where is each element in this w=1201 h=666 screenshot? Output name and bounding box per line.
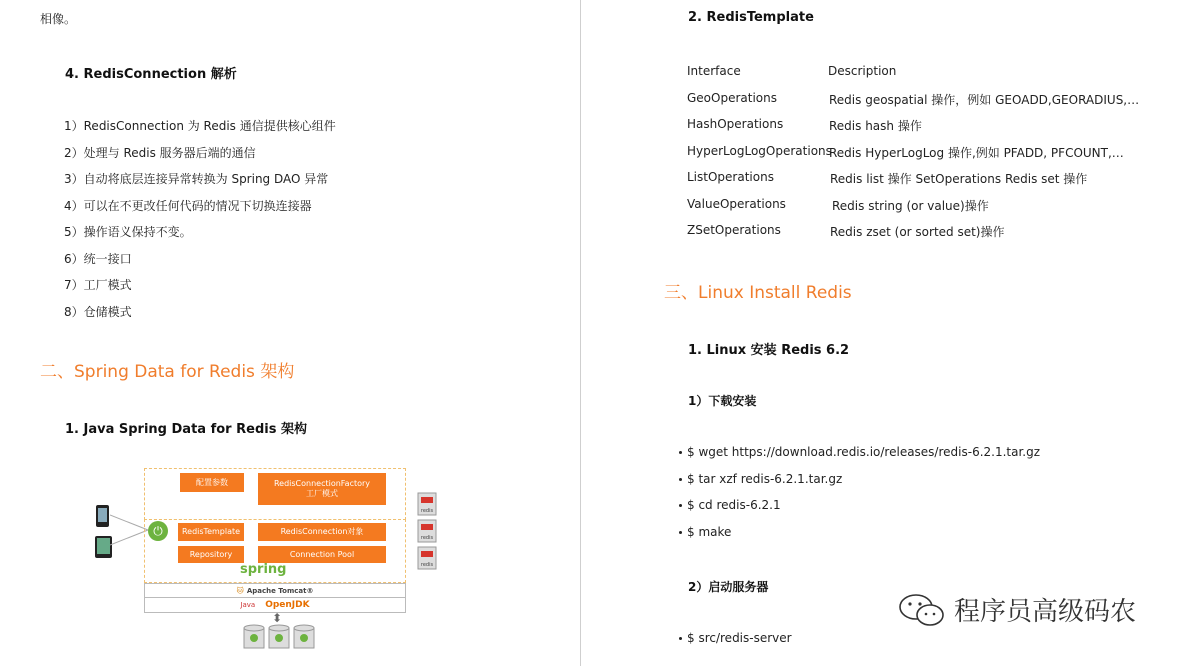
spring-power-icon: ⏻ xyxy=(148,521,168,541)
bullet-icon xyxy=(679,504,682,507)
table-cell-interface: HashOperations xyxy=(687,117,784,131)
redis-server-icon xyxy=(417,518,437,544)
download-title: 1）下载安装 xyxy=(688,394,757,408)
bullet-icon xyxy=(679,451,682,454)
command-item xyxy=(679,445,1040,459)
table-cell-description: Redis hash 操作 xyxy=(829,119,922,133)
table-header-description: Description xyxy=(828,64,897,78)
factory-name: RedisConnectionFactory xyxy=(273,479,371,489)
tomcat-layer xyxy=(144,583,406,598)
command-item xyxy=(679,472,842,486)
phone-icon xyxy=(96,505,109,527)
bullet-icon xyxy=(679,478,682,481)
table-cell-interface: ZSetOperations xyxy=(687,223,781,237)
table-cell-description: Redis list 操作 SetOperations Redis set 操作 xyxy=(830,172,1088,186)
table-cell-interface: ValueOperations xyxy=(687,197,786,211)
command-text: $ wget https://download.redis.io/releases/redis-6.2.1.tar.gz xyxy=(687,445,1041,459)
section-heading-install: 三、Linux Install Redis xyxy=(664,283,852,303)
list-item: 6）统一接口 xyxy=(64,252,132,266)
repository-box: Repository xyxy=(178,546,244,563)
bullet-icon xyxy=(679,637,682,640)
section4-title: 4. RedisConnection 解析 xyxy=(65,67,237,82)
factory-pattern: 工厂模式 xyxy=(306,489,338,498)
command-text: $ src/redis-server xyxy=(687,631,792,645)
table-cell-description: Redis string (or value)操作 xyxy=(832,199,989,213)
command-text: $ cd redis-6.2.1 xyxy=(687,498,781,512)
intro-tail: 相像。 xyxy=(40,12,77,26)
openjdk-label: OpenJDK xyxy=(265,600,310,610)
list-item: 2）处理与 Redis 服务器后端的通信 xyxy=(64,146,256,160)
arrow-down-icon: ⬍ xyxy=(272,611,283,625)
watermark-text: 程序员高级码农 xyxy=(954,597,1137,627)
list-item: 7）工厂模式 xyxy=(64,278,132,292)
config-params-box: 配置参数 xyxy=(180,473,244,492)
redis-server-icon xyxy=(417,491,437,517)
wechat-icon xyxy=(898,593,946,627)
list-item: 8）仓储模式 xyxy=(64,305,132,319)
redis-template-box: RedisTemplate xyxy=(178,523,244,541)
watermark xyxy=(898,591,1136,628)
redis-label: redis xyxy=(420,508,434,514)
table-cell-interface: ListOperations xyxy=(687,170,774,184)
redis-connection-box: RedisConnection对象 xyxy=(258,523,386,541)
redistemplate-title: 2. RedisTemplate xyxy=(688,10,814,25)
architecture-subtitle: 1. Java Spring Data for Redis 架构 xyxy=(65,422,307,437)
install-title: 1. Linux 安装 Redis 6.2 xyxy=(688,343,850,358)
list-item: 5）操作语义保持不变。 xyxy=(64,225,192,239)
section-heading-architecture: 二、Spring Data for Redis 架构 xyxy=(40,362,295,382)
table-cell-description: Redis geospatial 操作，例如 GEOADD,GEORADIUS,… xyxy=(829,93,1140,107)
redis-label: redis xyxy=(420,535,434,541)
java-label: Java xyxy=(240,601,256,609)
command-text: $ make xyxy=(687,525,732,539)
list-item: 4）可以在不更改任何代码的情况下切换连接器 xyxy=(64,199,312,213)
tomcat-icon: 🐱 xyxy=(236,586,244,595)
connection-pool-box: Connection Pool xyxy=(258,546,386,563)
bullet-icon xyxy=(679,531,682,534)
spring-logo: spring xyxy=(240,562,287,577)
table-cell-description: Redis zset (or sorted set)操作 xyxy=(830,225,1005,239)
table-cell-interface: GeoOperations xyxy=(687,91,777,105)
start-server-title: 2）启动服务器 xyxy=(688,580,769,594)
command-text: $ tar xzf redis-6.2.1.tar.gz xyxy=(687,472,843,486)
list-item: 1）RedisConnection 为 Redis 通信提供核心组件 xyxy=(64,119,336,133)
command-item xyxy=(679,631,792,645)
database-group-icon xyxy=(242,624,317,652)
column-divider xyxy=(580,0,581,666)
redis-label: redis xyxy=(420,562,434,568)
command-item xyxy=(679,525,731,539)
connection-factory-box xyxy=(258,473,386,505)
list-item: 3）自动将底层连接异常转换为 Spring DAO 异常 xyxy=(64,172,329,186)
tomcat-label: Apache Tomcat® xyxy=(246,586,314,595)
table-header-interface: Interface xyxy=(687,64,741,78)
table-cell-description: Redis HyperLogLog 操作,例如 PFADD, PFCOUNT,… xyxy=(829,146,1124,160)
table-cell-interface: HyperLogLogOperations xyxy=(687,144,832,158)
command-item xyxy=(679,498,781,512)
redis-server-icon xyxy=(417,545,437,571)
